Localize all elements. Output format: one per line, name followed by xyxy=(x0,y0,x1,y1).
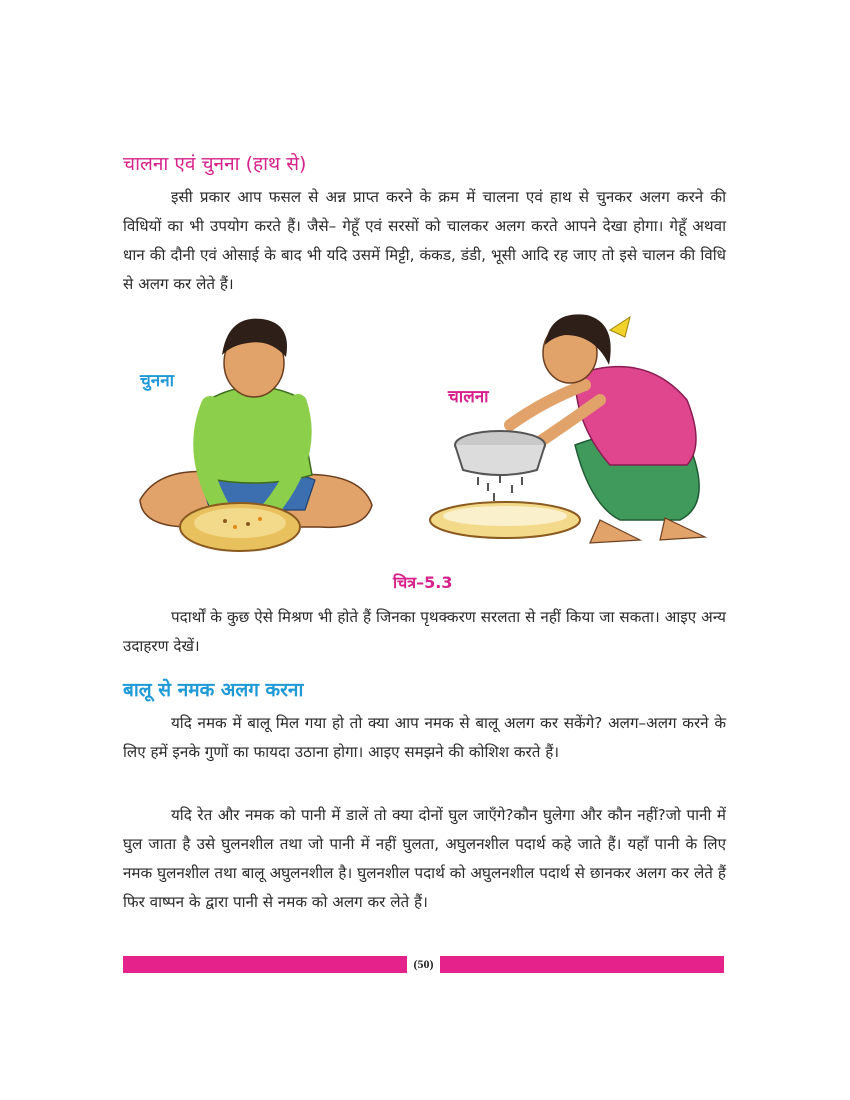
section-heading-sieving-picking: चालना एवं चुनना (हाथ से) xyxy=(123,153,307,175)
page-number: (50) xyxy=(413,957,434,971)
footer-bar-left xyxy=(123,956,407,973)
paragraph-salt-sand-question: यदि नमक में बालू मिल गया हो तो क्या आप नमक से बालू अलग कर सकेंगे? अलग–अलग करने के लिए हमें इनके गुणों का फायदा उठाना होगा। आइए समझने की कोशिश करते हैं। xyxy=(123,714,726,761)
label-picking: चुनना xyxy=(140,371,175,391)
page-footer xyxy=(123,956,724,973)
paragraph-sieving-intro: इसी प्रकार आप फसल से अन्न प्राप्त करने के क्रम में चालना एवं हाथ से चुनकर अलग करने की विधियों का भी उपयोग करते हैं। जैसे– गेहूँ एवं सरसों को चालकर अलग करते आपने देखा होगा। गेहूँ अथवा धान की दौनी एवं ओसाई के बाद भी यदि उसमें मिट्टी, कंकड, डंडी, भूसी आदि रह जाए तो इसे चालन की विधि से अलग कर लेते हैं। xyxy=(123,188,727,293)
label-sieving: चालना xyxy=(448,387,489,407)
footer-bar-right xyxy=(440,956,724,973)
paragraph-solubility: यदि रेत और नमक को पानी में डालें तो क्या दोनों घुल जाएँगे?कौन घुलेगा और कौन नहीं?जो पानी में घुल जाता है उसे घुलनशील तथा जो पानी में नहीं घुलता, अघुलनशील पदार्थ कहे जाते हैं। यहाँ पानी के लिए नमक घुलनशील तथा बालू अघुलनशील है। घुलनशील पदार्थ को अघुलनशील पदार्थ से छानकर अलग कर लेते हैं फिर वाष्पन के द्वारा पानी से नमक को अलग कर लेते हैं। xyxy=(123,806,726,911)
girl-sieving-illustration xyxy=(425,305,755,555)
boy-picking-illustration xyxy=(130,305,380,565)
section-heading-salt-sand: बालू से नमक अलग करना xyxy=(123,679,304,701)
paragraph-mixture-note: पदार्थों के कुछ ऐसे मिश्रण भी होते हैं जिनका पृथक्करण सरलता से नहीं किया जा सकता। आइए अन्य उदाहरण देखें। xyxy=(123,608,726,655)
figure-caption: चित्र–5.3 xyxy=(393,573,453,592)
